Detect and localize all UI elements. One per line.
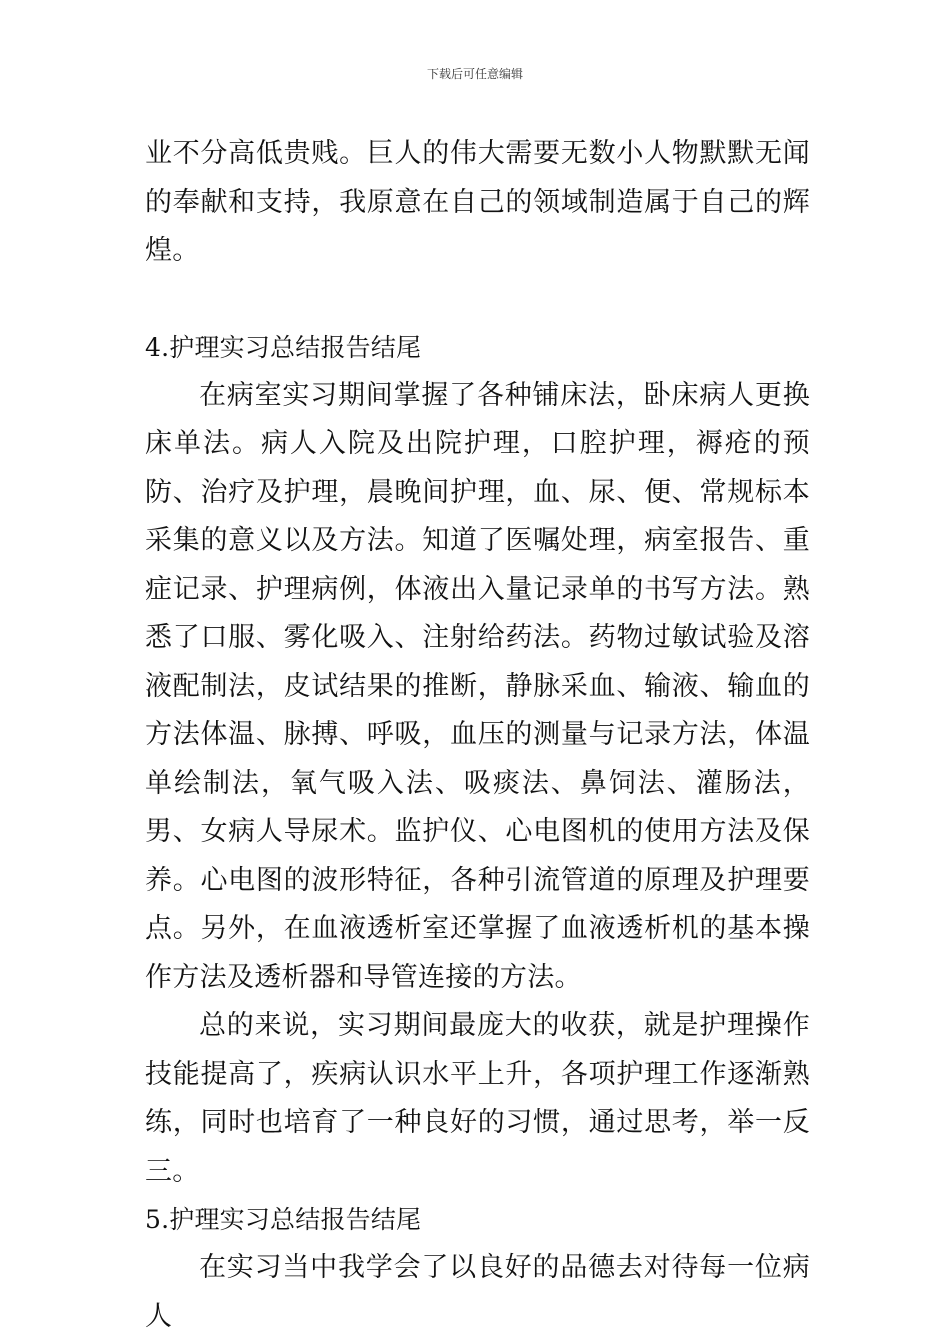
paragraph-continuation: 业不分高低贵贱。巨人的伟大需要无数小人物默默无闻的奉献和支持，我原意在自己的领域制造属于自己的辉煌。 [145,138,810,266]
section-heading-5: 5.护理实习总结报告结尾 [145,1205,422,1234]
paragraph-summary: 总的来说，实习期间最庞大的收获，就是护理操作技能提高了，疾病认识水平上升，各项护理工作逐渐熟练，同时也培育了一种良好的习惯，通过思考，举一反三。 [145,1010,810,1187]
document-body [145,130,810,1341]
section-heading-4: 4.护理实习总结报告结尾 [145,332,422,362]
paragraph-ethics: 在实习当中我学会了以良好的品德去对待每一位病人 [145,1252,810,1332]
paragraph-skills: 在病室实习期间掌握了各种铺床法，卧床病人更换床单法。病人入院及出院护理，口腔护理，褥疮的预防、治疗及护理，晨晚间护理，血、尿、便、常规标本采集的意义以及方法。知道了医嘱处理，病室报告、重症记录、护理病例，体液出入量记录单的书写方法。熟悉了口服、雾化吸入、注射给药法。药物过敏试验及溶液配制法，皮试结果的推断，静脉采血、输液、输血的方法体温、脉搏、呼吸，血压的测量与记录方法，体温单绘制法，氧气吸入法、吸痰法、鼻饲法、灌肠法，男、女病人导尿术。监护仪、心电图机的使用方法及保养。心电图的波形特征，各种引流管道的原理及护理要点。另外，在血液透析室还掌握了血液透析机的基本操作方法及透析器和导管连接的方法。 [145,379,810,993]
page-header: 下载后可任意编辑 [426,67,523,81]
section-spacer [145,276,810,324]
